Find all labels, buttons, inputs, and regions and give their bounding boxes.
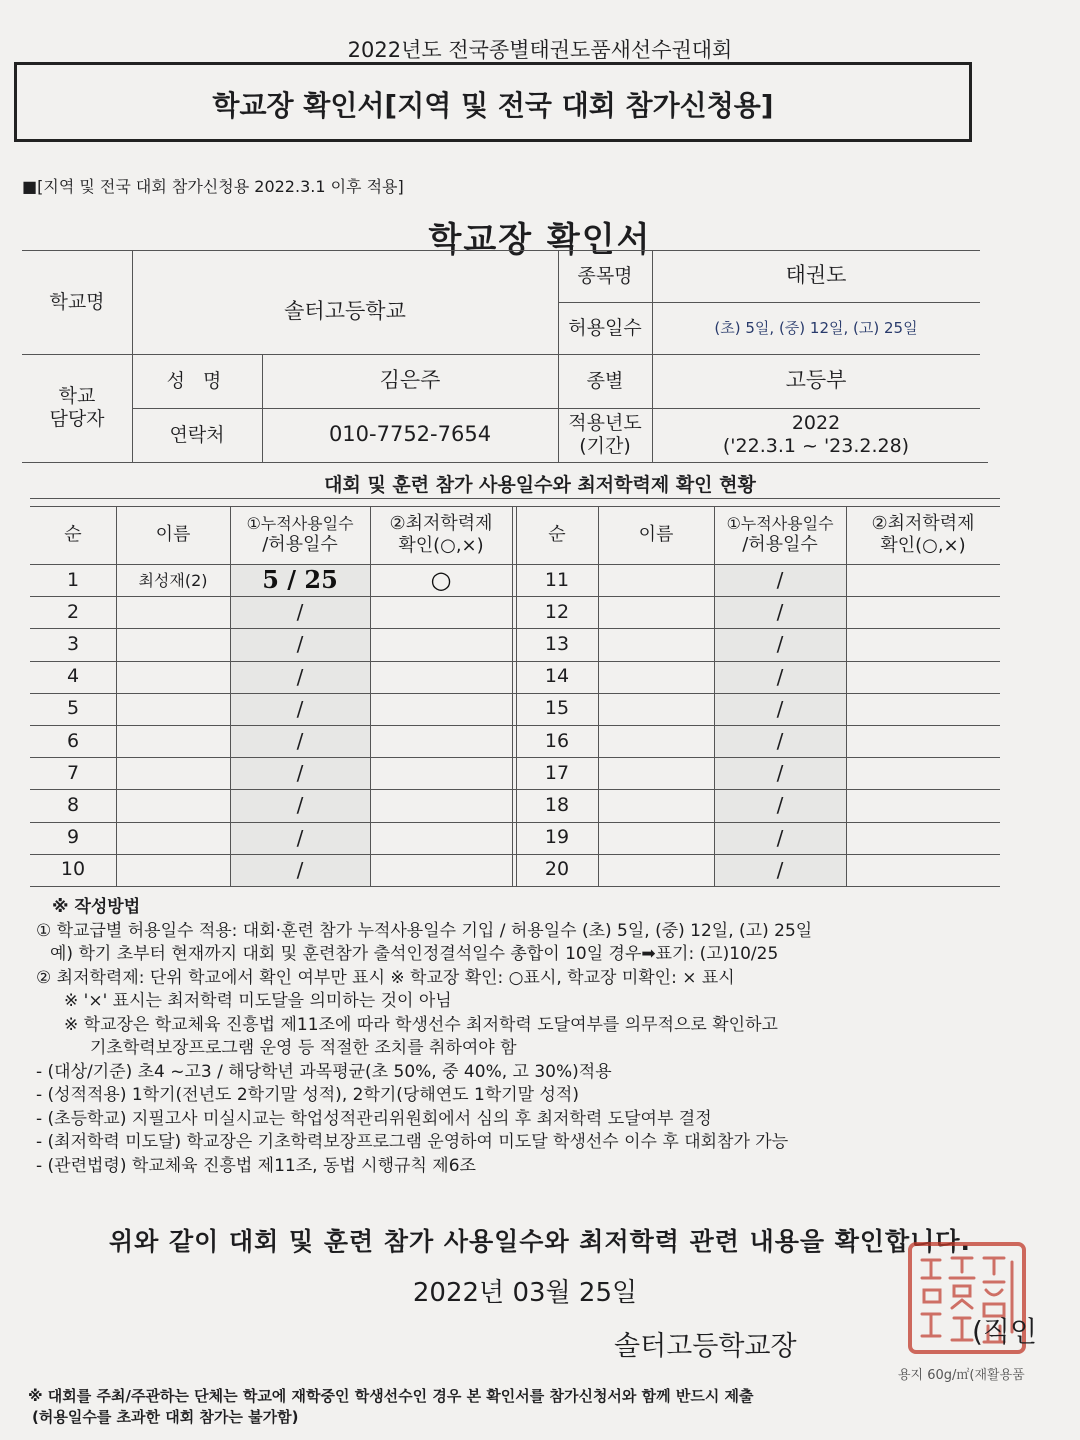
header-days-right-line1: ①누적사용일수 (726, 513, 834, 533)
apply-year-label-line1: 적용년도 (568, 412, 642, 435)
athlete-name (116, 596, 230, 628)
min-academic-check-cell (370, 628, 512, 660)
row-number: 8 (66, 794, 80, 817)
used-days-cell: / (296, 793, 304, 818)
header-days-left-line2: /허용일수 (262, 533, 338, 555)
used-days-cell: / (776, 568, 784, 593)
instruction-line: 예) 학기 초부터 현재까지 대회 및 훈련참가 출석인정결석일수 총합이 10일 경우➡표기: (고)10/25 (50, 944, 779, 964)
athlete-name (116, 725, 230, 757)
min-academic-check-cell (370, 757, 512, 789)
division-label: 종별 (586, 369, 624, 392)
header-no-right: 순 (548, 523, 566, 545)
used-days-cell: 5 / 25 (262, 564, 338, 594)
school-name-value: 솔터고등학교 (284, 299, 406, 324)
instruction-line: ② 최저학력제: 단위 학교에서 확인 여부만 표시 ※ 학교장 확인: ○표시, 학교장 미확인: × 표시 (36, 967, 735, 988)
paper-spec-note: 용지 60g/㎡(재활용품 (898, 1368, 1025, 1383)
instruction-line: ※ 작성방법 (52, 897, 141, 917)
allowed-days-label: 허용일수 (568, 316, 642, 339)
footer-line-1: ※ 대회를 주최/주관하는 단체는 학교에 재학중인 학생선수인 경우 본 확인서를 참가신청서와 함께 반드시 제출 (28, 1387, 754, 1405)
athlete-name (116, 822, 230, 854)
row-number: 7 (66, 761, 80, 784)
header-days-left-line1: ①누적사용일수 (246, 513, 354, 533)
header-days-right (714, 506, 846, 564)
row-number: 14 (544, 665, 570, 688)
seal-mark-label: (직인 (972, 1315, 1038, 1348)
header-check-left-line1: ②최저학력제 (389, 512, 493, 534)
header-days-left (230, 506, 370, 564)
row-number: 2 (66, 600, 80, 623)
manager-label (22, 354, 132, 462)
apply-year-label-line2: (기간) (579, 435, 631, 457)
athlete-name (598, 757, 714, 789)
instruction-line: - (최저학력 미도달) 학교장은 기초학력보장프로그램 운영하여 미도달 학생선수 이수 후 대회참가 가능 (36, 1132, 789, 1152)
athlete-name (116, 789, 230, 821)
footer-line-2: (허용일수를 초과한 대회 참가는 불가함) (32, 1408, 299, 1426)
instruction-line: ① 학교급별 허용일수 적용: 대회·훈련 참가 누적사용일수 기입 / 허용일수 (초) 5일, (중) 12일, (고) 25일 (36, 920, 813, 941)
row-number: 16 (544, 729, 570, 752)
manager-name-label: 성 명 (166, 369, 228, 392)
apply-year-label (558, 408, 652, 462)
row-number: 18 (544, 794, 570, 817)
athlete-name (116, 661, 230, 693)
apply-year-value (652, 408, 980, 462)
row-number: 15 (544, 697, 570, 720)
min-academic-check-cell (846, 757, 1000, 789)
issue-date: 2022년 03월 25일 (412, 1278, 638, 1308)
used-days-cell: / (296, 600, 304, 625)
min-academic-check-cell (370, 822, 512, 854)
usage-grid-title: 대회 및 훈련 참가 사용일수와 최저학력제 확인 현황 (324, 474, 756, 496)
athlete-name (598, 822, 714, 854)
instruction-line: - (관련법령) 학교체육 진흥법 제11조, 동법 시행규칙 제6조 (36, 1155, 476, 1176)
used-days-cell: / (776, 632, 784, 657)
athlete-name (116, 628, 230, 660)
min-academic-check-cell (370, 789, 512, 821)
min-academic-check-cell (370, 725, 512, 757)
header-check-right-line1: ②최저학력제 (871, 512, 975, 534)
row-number: 4 (66, 665, 80, 688)
used-days-cell: / (296, 696, 304, 721)
instructions (36, 896, 1036, 1178)
used-days-cell: / (776, 857, 784, 882)
header-check-right-line2: 확인(○,×) (880, 535, 966, 556)
min-academic-check-cell (846, 596, 1000, 628)
min-academic-check-cell (846, 822, 1000, 854)
row-number: 12 (544, 600, 570, 623)
instruction-line: ※ 학교장은 학교체육 진흥법 제11조에 따라 학생선수 최저학력 도달여부를 의무적으로 확인하고 (64, 1014, 778, 1035)
athlete-name (598, 628, 714, 660)
athlete-name (598, 693, 714, 725)
used-days-cell: / (776, 729, 784, 754)
row-number: 11 (544, 568, 570, 591)
instruction-line: - (대상/기준) 초4 ~고3 / 해당학년 과목평균(초 50%, 중 40%, 고 30%)적용 (36, 1061, 612, 1082)
row-number: 6 (66, 729, 80, 752)
contact-label: 연락처 (169, 423, 225, 446)
row-number: 20 (544, 858, 570, 881)
athlete-name (598, 725, 714, 757)
instruction-line: - (성적적용) 1학기(전년도 2학기말 성적), 2학기(당해연도 1학기말 성적) (36, 1085, 579, 1105)
competition-name: 2022년도 전국종별태권도품새선수권대회 (347, 38, 733, 62)
used-days-cell: / (296, 632, 304, 657)
apply-year-value-line1: 2022 (791, 412, 841, 435)
row-number: 1 (66, 568, 80, 591)
used-days-cell: / (776, 761, 784, 786)
event-label: 종목명 (577, 264, 633, 287)
row-number: 5 (66, 697, 80, 720)
header-check-right (846, 506, 1000, 564)
header-name-left: 이름 (155, 523, 191, 545)
used-days-cell: / (296, 857, 304, 882)
athlete-name (116, 854, 230, 886)
athlete-name (598, 661, 714, 693)
used-days-cell: / (296, 729, 304, 754)
min-academic-check-cell (370, 661, 512, 693)
min-academic-check-cell (846, 789, 1000, 821)
min-academic-check-cell (846, 725, 1000, 757)
used-days-cell: / (776, 664, 784, 689)
row-number: 10 (60, 858, 86, 881)
min-academic-check-cell (846, 564, 1000, 596)
athlete-name (116, 757, 230, 789)
header-no-left: 순 (64, 523, 82, 545)
used-days-cell: / (296, 664, 304, 689)
manager-label-line1: 학교 (58, 385, 96, 408)
principal-signature-line: 솔터고등학교장 (614, 1331, 797, 1362)
apply-year-value-line2: ('22.3.1 ~ '23.2.28) (722, 435, 910, 457)
min-academic-check-cell (846, 661, 1000, 693)
used-days-cell: / (776, 696, 784, 721)
manager-name-value: 김은주 (379, 368, 441, 393)
header-check-left (370, 506, 512, 564)
athlete-name (598, 854, 714, 886)
instruction-line: ※ '×' 표시는 최저학력 미도달을 의미하는 것이 아님 (64, 991, 452, 1011)
header-days-right-line2: /허용일수 (742, 533, 818, 555)
athlete-name (598, 789, 714, 821)
used-days-cell: / (296, 825, 304, 850)
allowed-days-value: (초) 5일, (중) 12일, (고) 25일 (714, 319, 918, 337)
used-days-cell: / (776, 600, 784, 625)
used-days-cell: / (296, 761, 304, 786)
min-academic-check-cell (846, 693, 1000, 725)
applicability-note: ■[지역 및 전국 대회 참가신청용 2022.3.1 이후 적용] (22, 177, 404, 196)
header-title: 학교장 확인서[지역 및 전국 대회 참가신청용] (212, 89, 774, 122)
min-academic-check-cell: ○ (430, 564, 452, 594)
used-days-cell: / (776, 825, 784, 850)
athlete-name (598, 564, 714, 596)
footer-note (28, 1386, 754, 1428)
manager-label-line2: 담당자 (49, 408, 105, 430)
used-days-cell: / (776, 793, 784, 818)
min-academic-check-cell (846, 628, 1000, 660)
instruction-line: - (초등학교) 지필고사 미실시교는 학업성적관리위원회에서 심의 후 최저학력 도달여부 결정 (36, 1108, 712, 1129)
school-name-label: 학교명 (49, 290, 105, 313)
row-number: 13 (544, 633, 570, 656)
row-number: 19 (544, 826, 570, 849)
min-academic-check-cell (370, 596, 512, 628)
contact-value: 010-7752-7654 (328, 422, 492, 447)
confirmation-statement: 위와 같이 대회 및 훈련 참가 사용일수와 최저학력 관련 내용을 확인합니다. (108, 1227, 972, 1256)
header-check-left-line2: 확인(○,×) (398, 535, 484, 556)
event-value: 태권도 (785, 263, 847, 288)
row-number: 3 (66, 633, 80, 656)
row-number: 9 (66, 826, 80, 849)
athlete-name: 최성재(2) (138, 570, 208, 590)
athlete-name (598, 596, 714, 628)
athlete-name (116, 693, 230, 725)
document-title: 학교장 확인서 (428, 220, 652, 260)
min-academic-check-cell (370, 693, 512, 725)
header-name-right: 이름 (638, 523, 674, 545)
min-academic-check-cell (846, 854, 1000, 886)
row-number: 17 (544, 761, 570, 784)
instruction-line: 기초학력보장프로그램 운영 등 적절한 조치를 취하여야 함 (90, 1038, 517, 1058)
row-divider (30, 886, 1000, 887)
division-value: 고등부 (785, 368, 847, 393)
min-academic-check-cell (370, 854, 512, 886)
